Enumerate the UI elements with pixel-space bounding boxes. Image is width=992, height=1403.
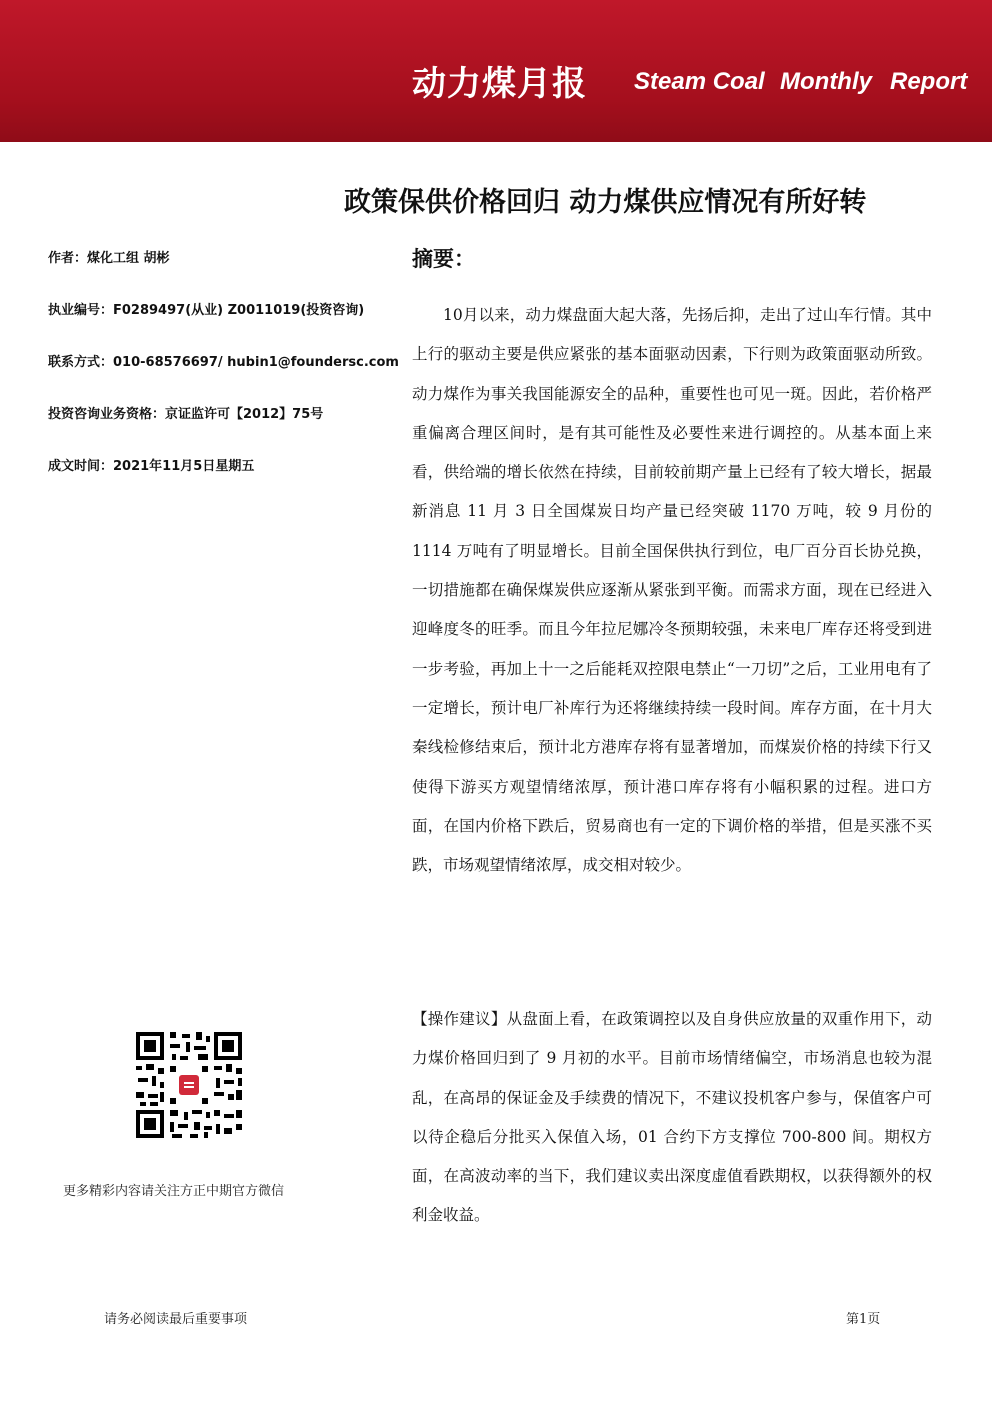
- report-headline: 政策保供价格回归 动力煤供应情况有所好转: [344, 187, 867, 218]
- wechat-qr-code[interactable]: [134, 1030, 244, 1140]
- report-title-en-steam-coal: Steam Coal: [634, 68, 765, 95]
- summary-paragraph-1: 10月以来，动力煤盘面大起大落，先扬后抑，走出了过山车行情。其中上行的驱动主要是供应紧张的基本面驱动因素，下行则为政策面驱动所致。动力煤作为事关我国能源安全的品种，重要性也可见一斑。因此，若价格严重偏离合理区间时，是有其可能性及必要性来进行调控的。从基本面上来看，供给端的增长依然在持续，目前较前期产量上已经有了较大增长，据最新消息 11 月 3 日全国煤炭日均产量已经突破 1170 万吨，较 9 月份的 1114 万吨有了明显增长。目前全国保供执行到位，电厂百分百长协兑换，一切措施都在确保煤炭供应逐渐从紧张到平衡。而需求方面，现在已经进入迎峰度冬的旺季。而且今年拉尼娜冷冬预期较强，未来电厂库存还将受到进一步考验，再加上十一之后能耗双控限电禁止“一刀切”之后，工业用电有了一定增长，预计电厂补库行为还将继续持续一段时间。库存方面，在十月大秦线检修结束后，预计北方港库存将有显著增加，而煤炭价格的持续下行又使得下游买方观望情绪浓厚，预计港口库存将有小幅积累的过程。进口方面，在国内价格下跌后，贸易商也有一定的下调价格的举措，但是买涨不买跌，市场观望情绪浓厚，成交相对较少。: [412, 306, 932, 875]
- summary-heading: 摘要：: [412, 247, 475, 271]
- summary-paragraph-2: 【操作建议】从盘面上看，在政策调控以及自身供应放量的双重作用下，动力煤价格回归到了 9 月初的水平。目前市场情绪偏空，市场消息也较为混乱，在高昂的保证金及手续费的情况下，不建议投机客户参与，保值客户可以待企稳后分批买入保值入场，01 合约下方支撑位 700-800 间。期权方面，在高波动率的当下，我们建议卖出深度虚值看跌期权，以获得额外的权利金收益。: [412, 1010, 932, 1225]
- page-number: 第1页: [846, 1312, 881, 1327]
- report-title-cn: 动力煤月报: [412, 64, 587, 104]
- qr-code-icon: [134, 1030, 244, 1140]
- footer-notice: 请务必阅读最后重要事项: [104, 1312, 248, 1327]
- date-line: 成文时间：2021年11月5日星期五: [48, 459, 255, 474]
- license-line: 执业编号：F0289497(从业) Z0011019(投资咨询): [48, 303, 365, 318]
- qualification-line: 投资咨询业务资格：京证监许可【2012】75号: [48, 407, 324, 422]
- author-line: 作者：煤化工组 胡彬: [48, 251, 170, 266]
- brand-logo-icon: [179, 1075, 199, 1095]
- report-title-en-report: Report: [890, 68, 968, 95]
- qr-caption: 更多精彩内容请关注方正中期官方微信: [63, 1184, 285, 1199]
- contact-line: 联系方式：010-68576697/ hubin1@foundersc.com: [48, 355, 399, 370]
- report-title-en-monthly: Monthly: [780, 68, 872, 95]
